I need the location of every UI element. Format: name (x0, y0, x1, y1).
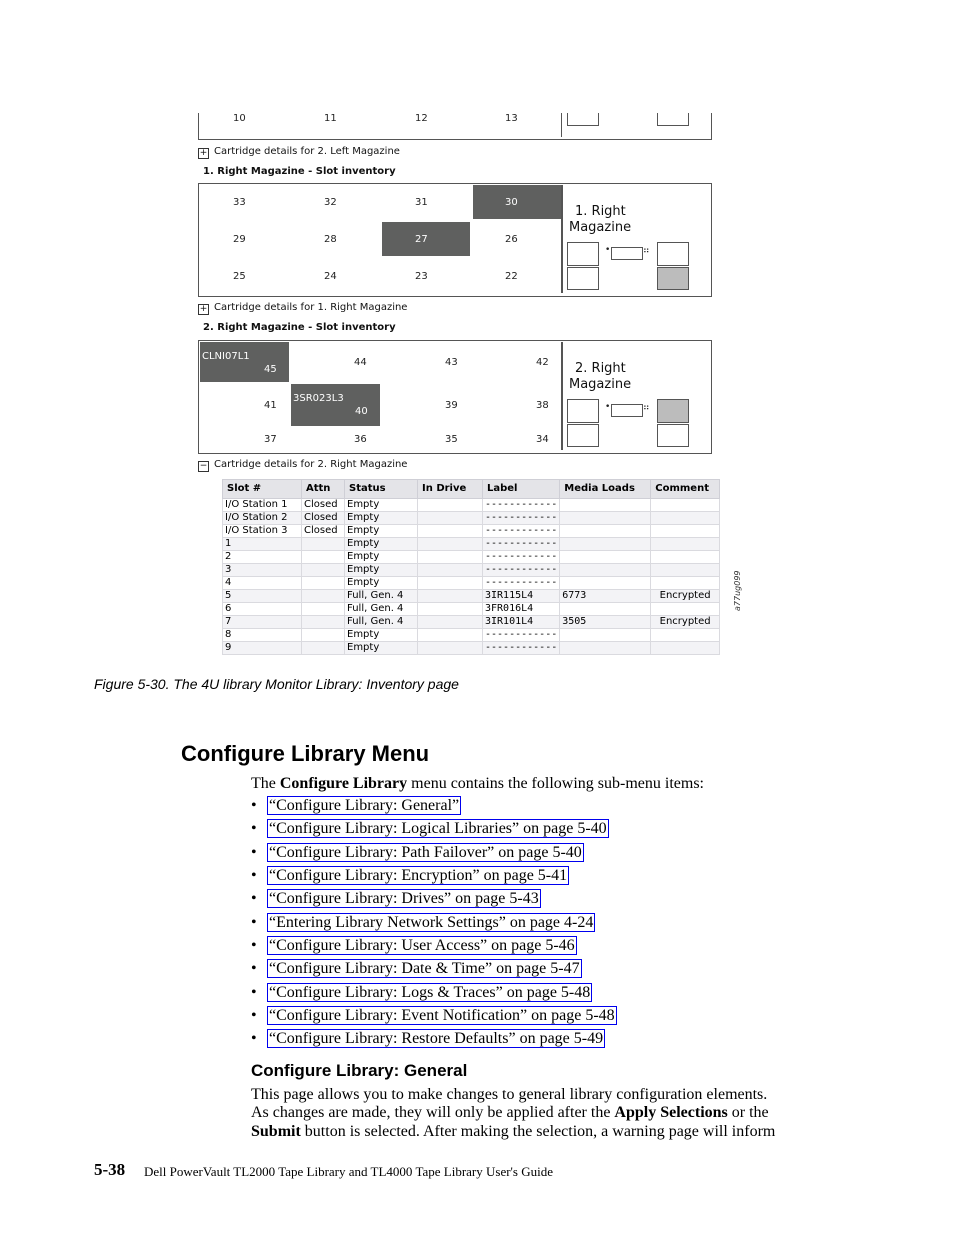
expand-label: Cartridge details for 2. Right Magazine (214, 459, 408, 470)
table-cell: 5 (223, 590, 302, 603)
dot-marker: ⠶ (643, 246, 650, 256)
slot-number: 40 (355, 406, 368, 417)
table-cell (418, 564, 483, 577)
intro-paragraph: The Configure Library menu contains the following sub-menu items: (251, 775, 704, 792)
link-network-settings[interactable]: “Entering Library Network Settings” on page 4-24 (269, 914, 594, 931)
table-cell: ------------ (483, 525, 560, 538)
slot-number: 13 (505, 113, 518, 124)
table-cell: Empty (345, 577, 418, 590)
magazine-title: 1. Right Magazine (569, 204, 632, 235)
table-cell (418, 603, 483, 616)
body-line: This page allows you to make changes to general library configuration elements. (251, 1086, 768, 1103)
table-cell: Empty (345, 538, 418, 551)
body-line: As changes are made, they will only be applied after the Apply Selections or the (251, 1104, 769, 1121)
column-header: Media Loads (560, 480, 651, 499)
slot-number: 38 (536, 400, 549, 411)
table-cell (418, 499, 483, 512)
table-cell (302, 642, 345, 655)
link-configure-general[interactable]: “Configure Library: General” (269, 797, 460, 814)
table-row (223, 642, 720, 655)
table-cell (302, 577, 345, 590)
slot-number: 10 (233, 113, 246, 124)
slot-number: 24 (324, 271, 337, 282)
table-cell (560, 603, 651, 616)
table-cell: ------------ (483, 512, 560, 525)
column-header: Status (345, 480, 418, 499)
table-cell: 6 (223, 603, 302, 616)
table-cell: Closed (302, 499, 345, 512)
table-cell: Empty (345, 499, 418, 512)
list-item: • “Configure Library: User Access” on page 5-46 (251, 937, 575, 954)
table-cell (302, 590, 345, 603)
link-user-access[interactable]: “Configure Library: User Access” on page 5-46 (269, 937, 575, 954)
list-item: • “Configure Library: Date & Time” on page 5-47 (251, 960, 580, 977)
table-cell (302, 616, 345, 629)
footer-title: Dell PowerVault TL2000 Tape Library and TL4000 Tape Library User's Guide (144, 1164, 553, 1179)
slot-number: 31 (415, 197, 428, 208)
mini-slot (657, 424, 689, 447)
table-row (223, 499, 720, 512)
table-cell (418, 590, 483, 603)
mini-slot (567, 399, 599, 423)
plus-icon: + (199, 304, 208, 314)
slot-number: 36 (354, 434, 367, 445)
table-cell (302, 538, 345, 551)
slot-number: 44 (354, 357, 367, 368)
table-cell: ------------ (483, 629, 560, 642)
table-cell: Empty (345, 642, 418, 655)
cartridge-slot-40[interactable] (291, 384, 380, 426)
table-cell: ------------ (483, 499, 560, 512)
table-cell: 6773 (560, 590, 651, 603)
list-item: • “Configure Library: Restore Defaults” on page 5-49 (251, 1030, 604, 1047)
slot-number: 33 (233, 197, 246, 208)
figure-caption: Figure 5-30. The 4U library Monitor Library: Inventory page (94, 676, 459, 692)
right-magazine-1-box (198, 183, 712, 297)
slot-number: 34 (536, 434, 549, 445)
left-magazine-partial-box (198, 113, 712, 140)
table-cell: 3 (223, 564, 302, 577)
table-cell (560, 499, 651, 512)
table-cell (302, 629, 345, 642)
slot-number: 28 (324, 234, 337, 245)
table-cell: 2 (223, 551, 302, 564)
table-cell: I/O Station 2 (223, 512, 302, 525)
table-cell (418, 512, 483, 525)
collapse-right-magazine-2-details[interactable] (198, 459, 407, 472)
table-cell: 3FR016L4 (483, 603, 560, 616)
table-cell: 1 (223, 538, 302, 551)
list-item: • “Configure Library: Logs & Traces” on page 5-48 (251, 984, 591, 1001)
io-slot (657, 113, 689, 126)
table-cell (418, 551, 483, 564)
dot-marker: • (605, 245, 611, 255)
table-cell (418, 629, 483, 642)
table-cell (651, 642, 720, 655)
table-cell: Empty (345, 525, 418, 538)
column-header: Attn (302, 480, 345, 499)
mini-slot (567, 242, 599, 266)
table-cell: Empty (345, 629, 418, 642)
table-row (223, 551, 720, 564)
table-cell (418, 525, 483, 538)
table-cell: 8 (223, 629, 302, 642)
slot-number: 11 (324, 113, 337, 124)
magazine-title: 2. Right Magazine (569, 361, 632, 392)
table-body (223, 499, 720, 655)
table-cell: ------------ (483, 564, 560, 577)
table-cell: 3IR115L4 (483, 590, 560, 603)
table-cell: 4 (223, 577, 302, 590)
table-cell: ------------ (483, 577, 560, 590)
slot-number: 41 (264, 400, 277, 411)
slot-number: 43 (445, 357, 458, 368)
mini-slot (567, 267, 599, 290)
table-cell (651, 564, 720, 577)
table-cell (651, 538, 720, 551)
table-row (223, 512, 720, 525)
table-cell: 9 (223, 642, 302, 655)
table-cell: Empty (345, 512, 418, 525)
table-cell: Encrypted (651, 616, 720, 629)
list-item: • “Configure Library: Event Notification” on page 5-48 (251, 1007, 615, 1024)
slot-number: 25 (233, 271, 246, 282)
table-row (223, 577, 720, 590)
table-cell: Full, Gen. 4 (345, 603, 418, 616)
subsection-title: Configure Library: General (251, 1061, 468, 1080)
mini-drive (611, 404, 643, 417)
table-cell: 3505 (560, 616, 651, 629)
link-logs-traces[interactable]: “Configure Library: Logs & Traces” on page 5-48 (269, 984, 591, 1001)
table-cell (418, 577, 483, 590)
table-cell (560, 642, 651, 655)
table-cell (418, 616, 483, 629)
expand-label: Cartridge details for 2. Left Magazine (214, 146, 400, 157)
io-slot (567, 113, 599, 126)
table-cell (560, 564, 651, 577)
link-logical-libraries[interactable]: “Configure Library: Logical Libraries” on page 5-40 (269, 820, 607, 837)
table-cell (302, 603, 345, 616)
table-cell (560, 538, 651, 551)
right-magazine-1-header: 1. Right Magazine - Slot inventory (203, 166, 396, 177)
dot-marker: ⠶ (643, 403, 650, 413)
page-number: 5-38 (94, 1160, 126, 1179)
table-header-row (223, 480, 720, 499)
table-cell (418, 538, 483, 551)
link-encryption[interactable]: “Configure Library: Encryption” on page 5-41 (269, 867, 568, 884)
slot-number: 23 (415, 271, 428, 282)
table-cell (302, 551, 345, 564)
slot-number: 35 (445, 434, 458, 445)
table-row (223, 538, 720, 551)
body-line: Submit button is selected. After making the selection, a warning page will inform (251, 1123, 776, 1140)
table-cell: 3IR101L4 (483, 616, 560, 629)
table-row (223, 616, 720, 629)
right-magazine-2-header: 2. Right Magazine - Slot inventory (203, 322, 396, 333)
magazine-panel (561, 342, 711, 450)
slot-number: 45 (264, 364, 277, 375)
table-cell: Encrypted (651, 590, 720, 603)
mini-slot (657, 242, 689, 266)
table-cell (560, 629, 651, 642)
slot-number: 27 (415, 234, 428, 245)
table-row (223, 629, 720, 642)
slot-number: 12 (415, 113, 428, 124)
minus-icon: − (199, 461, 208, 471)
slot-number: 42 (536, 357, 549, 368)
table-cell: ------------ (483, 642, 560, 655)
mini-slot (567, 424, 599, 447)
section-title: Configure Library Menu (181, 741, 430, 766)
slot-number: 32 (324, 197, 337, 208)
table-cell (302, 564, 345, 577)
mini-slot-occupied (657, 267, 689, 290)
table-cell (418, 642, 483, 655)
figure-id-label: a77ug099 (733, 570, 742, 611)
table-cell (651, 551, 720, 564)
table-cell (651, 512, 720, 525)
table-cell: I/O Station 3 (223, 525, 302, 538)
table-row (223, 603, 720, 616)
slot-number: 37 (264, 434, 277, 445)
link-date-time[interactable]: “Configure Library: Date & Time” on page 5-47 (269, 960, 580, 977)
plus-icon: + (199, 148, 208, 158)
cartridge-label: CLNI07L1 (202, 351, 250, 362)
column-header: Comment (651, 480, 720, 499)
slot-number: 29 (233, 234, 246, 245)
list-item: • “Entering Library Network Settings” on page 4-24 (251, 914, 594, 931)
table-row (223, 564, 720, 577)
table-row (223, 525, 720, 538)
table-cell: Full, Gen. 4 (345, 616, 418, 629)
cartridge-label: 3SR023L3 (293, 393, 344, 404)
table-cell: 7 (223, 616, 302, 629)
magazine-panel (561, 185, 711, 293)
table-cell: Full, Gen. 4 (345, 590, 418, 603)
table-cell: Empty (345, 564, 418, 577)
link-path-failover[interactable]: “Configure Library: Path Failover” on page 5-40 (269, 844, 582, 861)
column-header: Label (483, 480, 560, 499)
table-cell (560, 512, 651, 525)
column-header: Slot # (223, 480, 302, 499)
table-cell: Closed (302, 512, 345, 525)
slot-number: 30 (505, 197, 518, 208)
slot-number: 39 (445, 400, 458, 411)
list-item: • “Configure Library: Drives” on page 5-43 (251, 890, 539, 907)
list-item: • “Configure Library: Logical Libraries” on page 5-40 (251, 820, 607, 837)
slot-number: 22 (505, 271, 518, 282)
mini-drive (611, 247, 643, 260)
table-cell (560, 525, 651, 538)
table-cell: ------------ (483, 551, 560, 564)
column-header: In Drive (418, 480, 483, 499)
table-cell: Empty (345, 551, 418, 564)
mini-slot-occupied (657, 399, 689, 423)
expand-label: Cartridge details for 1. Right Magazine (214, 302, 408, 313)
table-cell (651, 499, 720, 512)
expand-right-magazine-1-details[interactable] (198, 302, 407, 315)
cartridge-details-table (222, 479, 720, 655)
dot-marker: • (605, 402, 611, 412)
link-drives[interactable]: “Configure Library: Drives” on page 5-43 (269, 890, 539, 907)
list-item: • “Configure Library: General” (251, 797, 460, 814)
table-cell (651, 629, 720, 642)
right-magazine-2-box (198, 340, 712, 454)
link-event-notification[interactable]: “Configure Library: Event Notification” on page 5-48 (269, 1007, 615, 1024)
table-cell (651, 525, 720, 538)
link-restore-defaults[interactable]: “Configure Library: Restore Defaults” on page 5-49 (269, 1030, 604, 1047)
expand-left-magazine-details[interactable] (198, 146, 400, 159)
list-item: • “Configure Library: Encryption” on page 5-41 (251, 867, 568, 884)
table-cell: Closed (302, 525, 345, 538)
slot-number: 26 (505, 234, 518, 245)
table-cell (560, 577, 651, 590)
table-cell (560, 551, 651, 564)
list-item: • “Configure Library: Path Failover” on page 5-40 (251, 844, 582, 861)
table-cell (651, 603, 720, 616)
table-cell (651, 577, 720, 590)
table-cell: I/O Station 1 (223, 499, 302, 512)
inventory-screenshot (196, 113, 736, 658)
table-cell: ------------ (483, 538, 560, 551)
table-row (223, 590, 720, 603)
cartridge-slot-45[interactable] (200, 342, 289, 382)
